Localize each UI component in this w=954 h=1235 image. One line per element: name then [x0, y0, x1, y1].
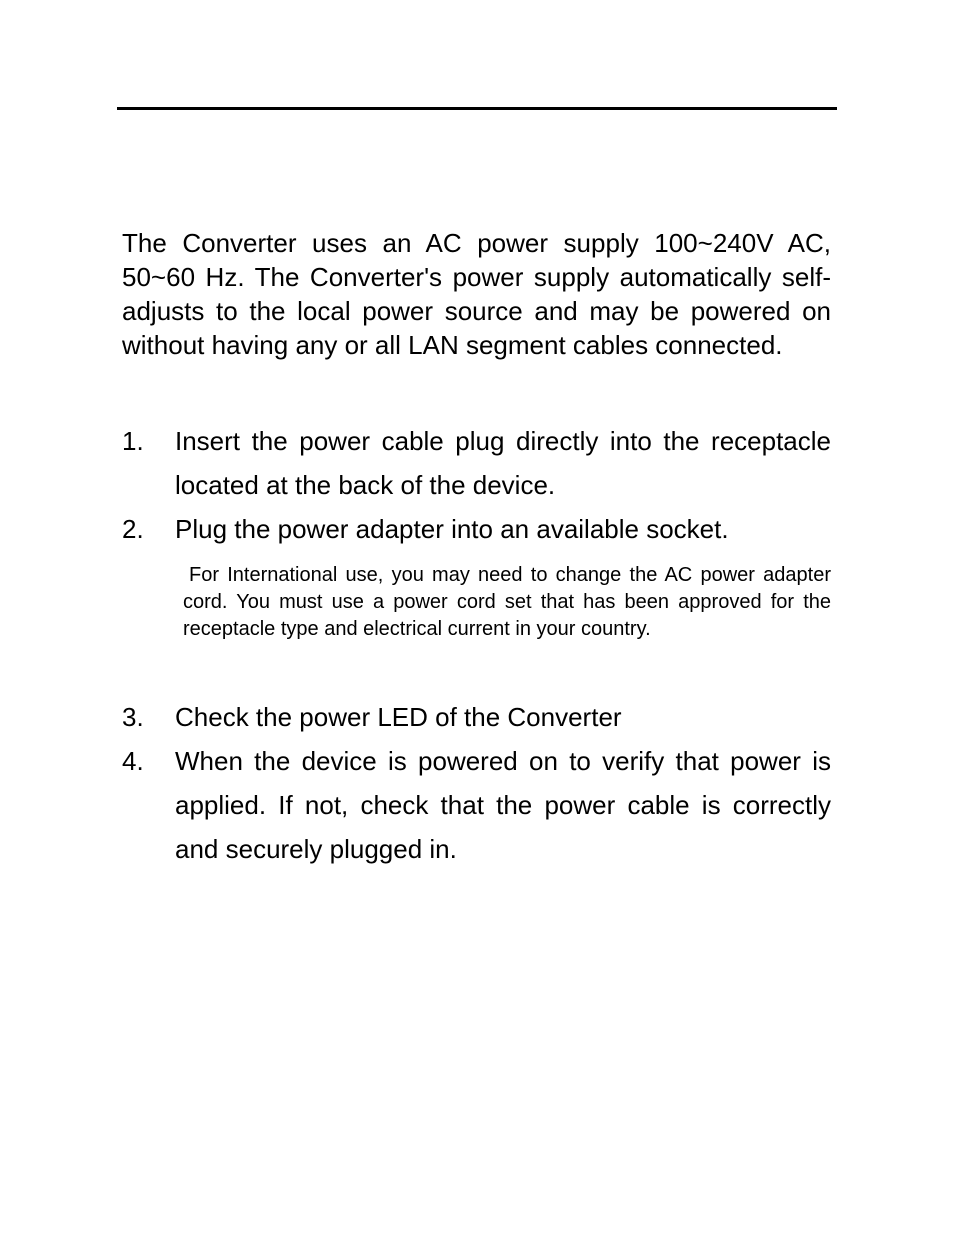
step-item — [122, 507, 831, 551]
step-text: Check the power LED of the Converter — [175, 702, 622, 732]
step-text: When the device is powered on to verify that power is applied. If not, check that the power cable is correctly and securely plugged in. — [175, 746, 831, 864]
step-text: Plug the power adapter into an available socket. — [175, 514, 729, 544]
intro-paragraph: The Converter uses an AC power supply 100~240V AC, 50~60 Hz. The Converter's power supply automatically self-adjusts to the local power source and may be powered on without having any or all LAN segment cables connected. — [122, 228, 831, 360]
step-item — [122, 419, 831, 507]
step-item — [122, 695, 831, 739]
international-note: For International use, you may need to change the AC power adapter cord. You must use a power cord set that has been approved for the receptacle type and electrical current in your country. — [183, 564, 831, 640]
step-number: 2. — [122, 514, 144, 544]
header-rule — [117, 107, 837, 110]
steps-list-top — [122, 419, 831, 551]
steps-list-bottom — [122, 695, 831, 871]
step-number: 4. — [122, 746, 144, 776]
step-number: 1. — [122, 426, 144, 456]
step-item — [122, 739, 831, 871]
step-number: 3. — [122, 702, 144, 732]
step-text: Insert the power cable plug directly into the receptacle located at the back of the device. — [175, 426, 831, 500]
